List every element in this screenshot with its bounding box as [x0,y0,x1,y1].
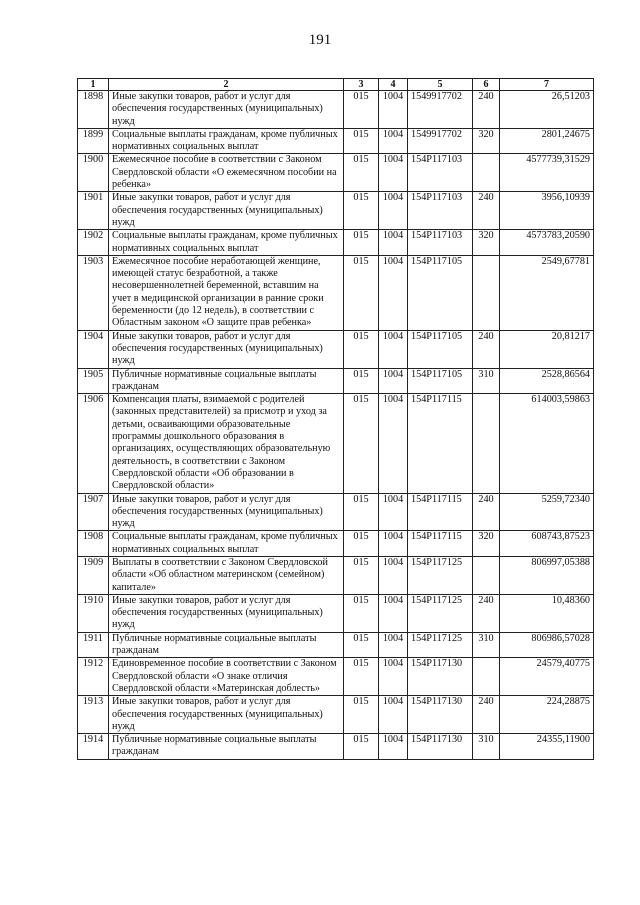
row-expense-type: 310 [473,368,500,394]
row-number: 1902 [78,230,109,256]
row-expense-type [473,255,500,330]
row-amount: 224,28875 [500,696,594,734]
row-department-code: 015 [344,128,379,154]
row-section-code: 1004 [379,255,408,330]
table-row [78,696,594,734]
table-row [78,734,594,760]
row-target-article: 154P117130 [408,658,473,696]
row-description: Иные закупки товаров, работ и услуг для обеспечения государственных (муниципальных) нужд [109,493,344,531]
row-section-code: 1004 [379,594,408,632]
row-amount: 4573783,20590 [500,230,594,256]
row-number: 1905 [78,368,109,394]
row-department-code: 015 [344,255,379,330]
row-department-code: 015 [344,230,379,256]
row-number: 1899 [78,128,109,154]
row-amount: 806997,05388 [500,556,594,594]
row-expense-type: 320 [473,531,500,557]
row-department-code: 015 [344,531,379,557]
row-expense-type: 240 [473,594,500,632]
row-department-code: 015 [344,658,379,696]
row-section-code: 1004 [379,734,408,760]
column-header: 6 [473,79,500,91]
row-section-code: 1004 [379,128,408,154]
row-expense-type: 310 [473,632,500,658]
row-expense-type [473,658,500,696]
row-number: 1909 [78,556,109,594]
row-target-article: 154P117130 [408,734,473,760]
row-expense-type: 320 [473,230,500,256]
table-row [78,594,594,632]
row-description: Ежемесячное пособие неработающей женщине, имеющей статус безработной, а также несовершеннолетней беременной, вставшим на учет в медицинской организации в ранние сроки беременности (до 12 недель), в соответствии с Областным законом «О защите прав ребенка» [109,255,344,330]
table-row [78,394,594,493]
row-expense-type: 240 [473,493,500,531]
row-number: 1910 [78,594,109,632]
row-number: 1906 [78,394,109,493]
table-row [78,230,594,256]
table-row [78,493,594,531]
row-section-code: 1004 [379,192,408,230]
row-expense-type: 240 [473,330,500,368]
row-department-code: 015 [344,154,379,192]
table-row [78,91,594,129]
row-target-article: 154P117105 [408,330,473,368]
row-amount: 4577739,31529 [500,154,594,192]
row-description: Иные закупки товаров, работ и услуг для обеспечения государственных (муниципальных) нужд [109,594,344,632]
row-department-code: 015 [344,734,379,760]
table-row [78,556,594,594]
row-number: 1908 [78,531,109,557]
row-description: Выплаты в соответствии с Законом Свердловской области «Об областном материнском (семейном) капитале» [109,556,344,594]
column-header: 2 [109,79,344,91]
row-department-code: 015 [344,493,379,531]
row-number: 1904 [78,330,109,368]
row-section-code: 1004 [379,394,408,493]
row-department-code: 015 [344,368,379,394]
row-section-code: 1004 [379,531,408,557]
page-number: 191 [308,32,332,48]
row-expense-type [473,556,500,594]
row-expense-type [473,394,500,493]
row-description: Иные закупки товаров, работ и услуг для обеспечения государственных (муниципальных) нужд [109,696,344,734]
column-header: 4 [379,79,408,91]
row-amount: 2801,24675 [500,128,594,154]
row-section-code: 1004 [379,330,408,368]
row-target-article: 1549917702 [408,128,473,154]
row-amount: 3956,10939 [500,192,594,230]
row-section-code: 1004 [379,154,408,192]
row-section-code: 1004 [379,632,408,658]
row-section-code: 1004 [379,658,408,696]
row-number: 1898 [78,91,109,129]
row-expense-type: 310 [473,734,500,760]
row-amount: 20,81217 [500,330,594,368]
row-amount: 2528,86564 [500,368,594,394]
row-amount: 806986,57028 [500,632,594,658]
row-target-article: 154P117115 [408,531,473,557]
row-target-article: 154P117103 [408,154,473,192]
row-target-article: 154P117105 [408,368,473,394]
column-header: 1 [78,79,109,91]
row-target-article: 154P117103 [408,230,473,256]
row-amount: 614003,59863 [500,394,594,493]
row-number: 1907 [78,493,109,531]
row-department-code: 015 [344,594,379,632]
row-section-code: 1004 [379,696,408,734]
row-amount: 24579,40775 [500,658,594,696]
row-target-article: 154P117105 [408,255,473,330]
row-number: 1903 [78,255,109,330]
row-section-code: 1004 [379,91,408,129]
row-section-code: 1004 [379,368,408,394]
table-row [78,531,594,557]
row-expense-type: 240 [473,91,500,129]
row-number: 1900 [78,154,109,192]
table-row [78,330,594,368]
row-description: Публичные нормативные социальные выплаты гражданам [109,632,344,658]
row-description: Социальные выплаты гражданам, кроме публичных нормативных социальных выплат [109,128,344,154]
row-amount: 26,51203 [500,91,594,129]
row-description: Ежемесячное пособие в соответствии с Законом Свердловской области «О ежемесячном пособии на ребенка» [109,154,344,192]
row-target-article: 154P117115 [408,493,473,531]
row-expense-type: 320 [473,128,500,154]
row-number: 1914 [78,734,109,760]
row-amount: 10,48360 [500,594,594,632]
row-department-code: 015 [344,394,379,493]
table-row [78,255,594,330]
row-description: Публичные нормативные социальные выплаты гражданам [109,734,344,760]
row-amount: 24355,11900 [500,734,594,760]
row-department-code: 015 [344,330,379,368]
table-row [78,128,594,154]
row-description: Иные закупки товаров, работ и услуг для обеспечения государственных (муниципальных) нужд [109,330,344,368]
row-department-code: 015 [344,192,379,230]
row-target-article: 154P117103 [408,192,473,230]
row-description: Единовременное пособие в соответствии с Законом Свердловской области «О знаке отличия Свердловской области «Материнская доблесть» [109,658,344,696]
row-expense-type: 240 [473,192,500,230]
budget-table [77,78,594,760]
row-description: Иные закупки товаров, работ и услуг для обеспечения государственных (муниципальных) нужд [109,192,344,230]
row-amount: 5259,72340 [500,493,594,531]
table-row [78,632,594,658]
table-row [78,192,594,230]
row-description: Иные закупки товаров, работ и услуг для обеспечения государственных (муниципальных) нужд [109,91,344,129]
row-number: 1901 [78,192,109,230]
row-section-code: 1004 [379,493,408,531]
row-amount: 2549,67781 [500,255,594,330]
table-row [78,658,594,696]
row-section-code: 1004 [379,230,408,256]
row-amount: 608743,87523 [500,531,594,557]
table-header-row [78,79,594,91]
row-target-article: 154P117125 [408,556,473,594]
row-target-article: 1549917702 [408,91,473,129]
row-number: 1912 [78,658,109,696]
row-department-code: 015 [344,91,379,129]
row-section-code: 1004 [379,556,408,594]
table-row [78,368,594,394]
row-department-code: 015 [344,696,379,734]
row-department-code: 015 [344,556,379,594]
table-row [78,154,594,192]
column-header: 7 [500,79,594,91]
row-number: 1913 [78,696,109,734]
row-description: Социальные выплаты гражданам, кроме публичных нормативных социальных выплат [109,230,344,256]
column-header: 3 [344,79,379,91]
row-target-article: 154P117125 [408,594,473,632]
row-target-article: 154P117115 [408,394,473,493]
row-target-article: 154P117130 [408,696,473,734]
row-number: 1911 [78,632,109,658]
row-expense-type: 240 [473,696,500,734]
row-expense-type [473,154,500,192]
row-target-article: 154P117125 [408,632,473,658]
column-header: 5 [408,79,473,91]
row-description: Социальные выплаты гражданам, кроме публичных нормативных социальных выплат [109,531,344,557]
row-description: Компенсация платы, взимаемой с родителей (законных представителей) за присмотр и уход за детьми, осваивающими образовательные программы дошкольного образования в организациях, осуществляющих образовательную деятельность, в соответствии с Законом Свердловской области «Об образовании в Свердловской области» [109,394,344,493]
row-department-code: 015 [344,632,379,658]
row-description: Публичные нормативные социальные выплаты гражданам [109,368,344,394]
